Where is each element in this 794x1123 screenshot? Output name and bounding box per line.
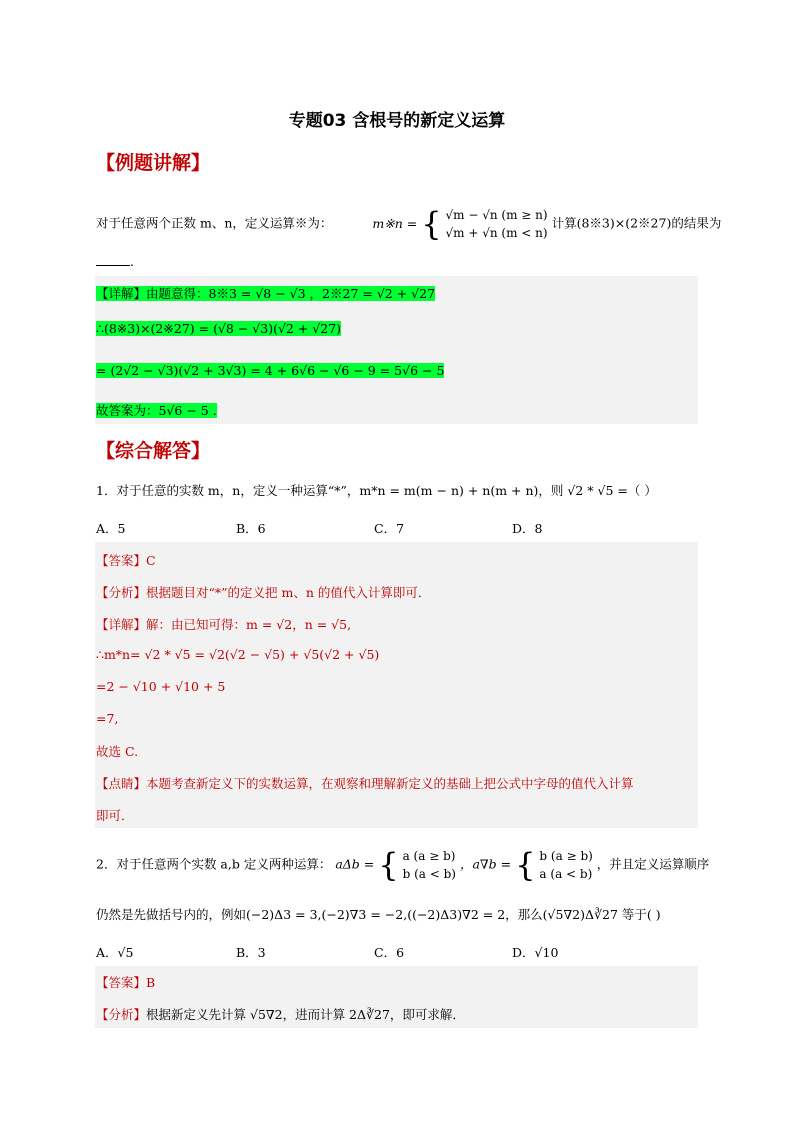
- q1-point-line-2: 即可．: [96, 808, 134, 823]
- example-blank-line: [96, 254, 134, 269]
- q1-detail: 解：由已知可得：m = √2，n = √5,: [146, 617, 352, 632]
- q2-tri-lhs: aΔb =: [335, 856, 375, 872]
- q2-tri-case-2: b (a < b): [402, 867, 456, 881]
- example-sol-line-3: [96, 363, 444, 378]
- example-case-1: √m − √n (m ≥ n): [445, 208, 548, 222]
- section-example-heading: 【例题讲解】: [96, 152, 211, 174]
- q1-answer: C: [146, 553, 156, 568]
- example-ask: 计算(8※3)×(2※27)的结果为: [551, 215, 722, 231]
- q2-option-c: C．6: [374, 945, 405, 960]
- q2-tri-cases: [403, 847, 456, 883]
- q2-answer-line: [96, 973, 155, 991]
- example-case-2: √m + √n (m < n): [445, 226, 548, 240]
- q1-point-line-1: [96, 774, 634, 792]
- q2-nab-case-1: b (a ≥ b): [539, 849, 593, 863]
- q2-option-a: A．√5: [96, 945, 134, 960]
- q2-answer-tag: 【答案】: [96, 975, 147, 990]
- q1-option-c: C．7: [374, 521, 405, 536]
- q1-step-4: 故选 C.: [96, 744, 139, 759]
- q1-step-3: =7,: [96, 711, 119, 726]
- example-sol-text-2: ∴(8※3)×(2※27) = (√8 − √3)(√2 + √27): [96, 321, 342, 336]
- q2-stem-line-2: 仍然是先做括号内的，例如(−2)Δ3 = 3,(−2)∇3 = −2,((−2)Δ3)∇2 = 2，那么(√5∇2)Δ∛27 等于( ): [96, 907, 661, 922]
- q2-tri-brace: {: [378, 846, 399, 884]
- q2-stem-line-1: [96, 847, 709, 883]
- q1-point-tag: 【点睛】: [96, 776, 147, 791]
- q1-analysis: 根据题目对“*”的定义把 m、n 的值代入计算即可．: [146, 585, 431, 600]
- example-sol-line-2: [96, 321, 341, 336]
- q1-stem: 1．对于任意的实数 m，n，定义一种运算“*”，m*n = m(m − n) + n(m + n)，则 √2 * √5 =（ ）: [96, 483, 657, 498]
- page-title: 专题03 含根号的新定义运算: [288, 111, 506, 131]
- q2-answer: B: [146, 975, 156, 990]
- example-sol-line-4: [96, 401, 217, 419]
- q1-analysis-line: [96, 583, 430, 601]
- q2-nab-lhs: ，a∇b =: [459, 856, 512, 872]
- q2-tri-case-1: a (a ≥ b): [402, 849, 456, 863]
- example-sol-line-1: [96, 284, 435, 302]
- answer-blank: [96, 265, 130, 266]
- q2-option-b: B．3: [236, 945, 266, 960]
- q1-detail-line: [96, 615, 351, 633]
- example-cases: [446, 206, 548, 242]
- q1-step-2: =2 − √10 + √10 + 5: [96, 679, 226, 694]
- q2-option-d: D．√10: [512, 945, 559, 960]
- example-def-lhs: m※n =: [372, 215, 418, 231]
- example-sol-text-4: 故答案为：5√6 − 5 .: [96, 403, 217, 418]
- q2-nab-case-2: a (a < b): [539, 867, 593, 881]
- q1-option-d: D．8: [512, 521, 543, 536]
- q1-option-b: B．6: [236, 521, 266, 536]
- q2-stem-b: ，并且定义运算顺序: [596, 856, 710, 872]
- q2-analysis: 根据新定义先计算 √5∇2，进而计算 2Δ∛27，即可求解．: [146, 1007, 465, 1022]
- q1-detail-tag: 【详解】: [96, 617, 147, 632]
- example-question: [96, 206, 721, 242]
- example-sol-text-1: 【详解】由题意得：8※3 = √8 − √3 ，2※27 = √2 + √27: [96, 286, 436, 301]
- q1-point-text-1: 本题考查新定义下的实数运算，在观察和理解新定义的基础上把公式中字母的值代入计算: [146, 776, 634, 791]
- q2-stem-a: 2．对于任意两个实数 a,b 定义两种运算：: [96, 856, 332, 872]
- example-sol-text-3: = (2√2 − √3)(√2 + 3√3) = 4 + 6√6 − √6 − 9 = 5√6 − 5: [96, 363, 445, 378]
- example-brace: {: [421, 205, 442, 243]
- q1-answer-line: [96, 551, 156, 569]
- q2-analysis-tag: 【分析】: [96, 1007, 147, 1022]
- q1-answer-tag: 【答案】: [96, 553, 147, 568]
- q2-nab-cases: [539, 847, 592, 883]
- example-intro: 对于任意两个正数 m、n，定义运算※为：: [96, 215, 333, 231]
- q1-option-a: A．5: [96, 521, 126, 536]
- blank-end: .: [130, 254, 134, 269]
- section-comprehensive-heading: 【综合解答】: [96, 440, 211, 462]
- q2-nab-brace: {: [515, 846, 536, 884]
- q2-analysis-line: [96, 1005, 465, 1023]
- q1-analysis-tag: 【分析】: [96, 585, 147, 600]
- q1-step-1: ∴m*n= √2 * √5 = √2(√2 − √5) + √5(√2 + √5): [96, 647, 380, 662]
